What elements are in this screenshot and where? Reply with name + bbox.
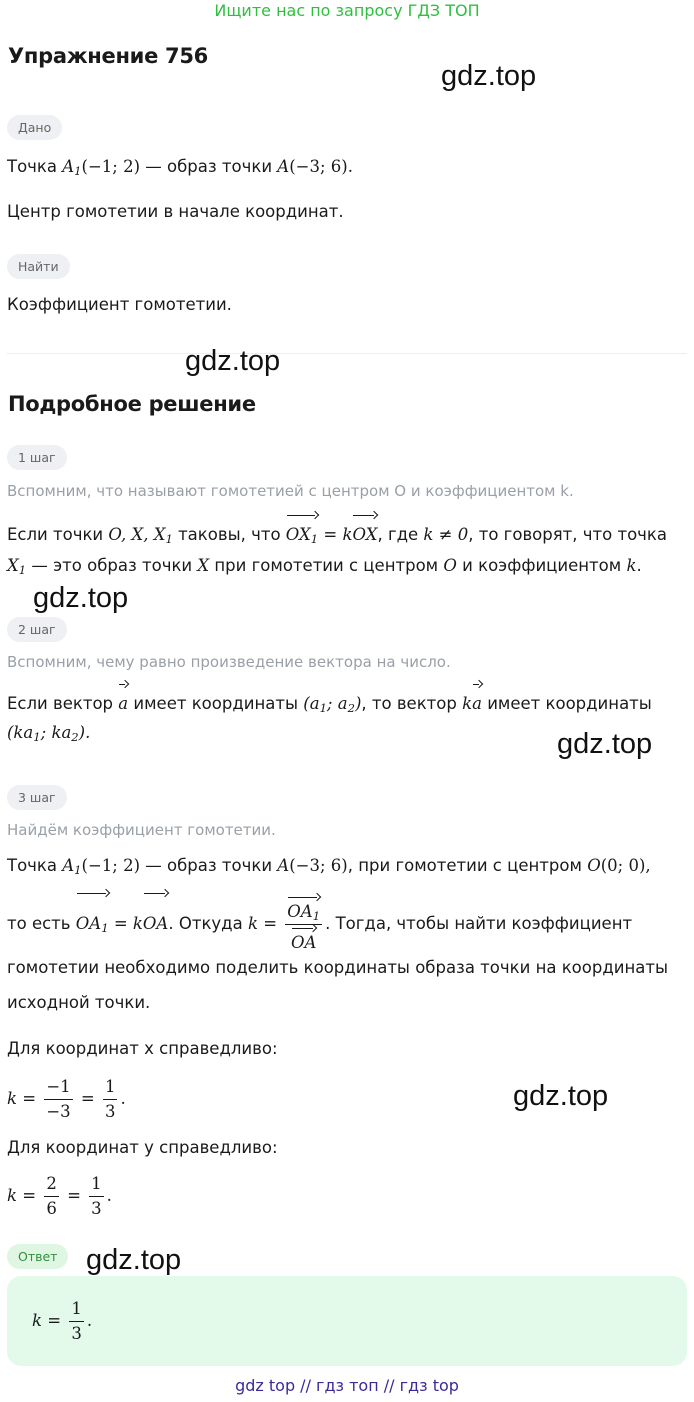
step2-hint: Вспомним, чему равно произведение вектора на число. [7,653,451,671]
step2-label: 2 шаг [7,617,67,642]
given-line-1 [7,150,353,184]
step1-line1-c: , где [377,525,419,544]
step1-hint: Вспомним, что называют гомотетией с центром O и коэффициентом k. [7,482,574,500]
math-vector-ox1: $OX_1$ [286,512,318,552]
step1-line1-a: Если точки [7,525,104,544]
math-coords-a1: (−1; 2) [81,856,141,875]
step3-badge [7,785,67,810]
step3-x-label: Для координат x справедливо: [7,1039,278,1058]
step3-line-2 [7,890,632,955]
watermark: gdz.top [86,1244,182,1276]
math-o: O [443,556,457,575]
math-fraction-2-6: $\frac{2}{6}$ [46,1174,57,1218]
solution-title: Подробное решение [8,392,256,416]
math-coords-a1a2: ($a_1$; $a_2$) [303,694,362,715]
step1-badge [7,445,67,470]
step1-line2-a: — это образ точки [31,556,193,575]
math-point-a1: $A_1$ [62,157,82,178]
step2-line1-a: Если вектор [7,694,114,713]
math-k: k [626,556,637,575]
math-vector-oa1: $OA_1$ [76,890,109,952]
step3-line2-b: . Откуда [168,914,243,933]
math-fraction-1-3: $\frac{1}{3}$ [91,1174,102,1218]
step3-line1-a: Точка [7,856,57,875]
step3-y-label: Для координат y справедливо: [7,1138,278,1157]
given-label: Дано [7,115,62,140]
step3-label: 3 шаг [7,785,67,810]
step1-line2-c: и коэффициентом [462,556,622,575]
math-x1: $X_1$ [7,556,27,577]
math-k-nonzero: k ≠ 0 [423,525,469,544]
step2-line-2 [7,716,90,750]
math-coords-o: (0; 0), [600,856,651,875]
math-point-a: A [277,157,290,176]
math-k-equals: k = [247,914,278,933]
math-x: X [197,556,210,575]
step1-line-2: $X_1$ — это образ точки X при гомотетии с центром O и коэффициентом k. [7,556,642,577]
math-point-a1: $A_1$ [62,856,82,877]
watermark: gdz.top [557,728,653,760]
find-text: Коэффициент гомотетии. [7,295,232,314]
find-label: Найти [7,254,70,279]
step1-line1-b: таковы, что [178,525,281,544]
math-center-o: O [587,856,601,875]
math-coords-a: (−3; 6). [289,157,353,176]
answer-badge [7,1244,68,1269]
math-fraction-oa1-oa: $\frac{OA_1}{OA}$ [285,894,322,955]
math-vector-ox: OX [352,512,377,552]
math-coords-a1: (−1; 2) [81,157,141,176]
given-line-2: Центр гомотетии в начале координат. [7,202,344,221]
watermark: gdz.top [441,60,537,92]
section-divider [7,353,687,354]
step1-label: 1 шаг [7,445,67,470]
math-fraction-1-3: $\frac{1}{3}$ [104,1077,116,1121]
step2-line-1 [7,681,652,721]
math-coords-a: (−3; 6) [289,856,348,875]
math-points: O, X, $X_1$ [108,525,173,546]
given-line1-mid: — образ точки [145,157,273,176]
math-vector-a-2: a [472,681,482,721]
step1-line2-b: при гомотетии с центром [214,556,439,575]
math-vector-a: a [118,681,128,721]
step1-line-1 [7,512,667,552]
step3-line-1 [7,849,651,883]
watermark: gdz.top [33,582,129,614]
step2-line1-d: имеет координаты [487,694,652,713]
step1-line1-d: , то говорят, что точка [468,525,667,544]
answer-label: Ответ [7,1244,68,1269]
math-equals-k: = k [108,914,143,933]
watermark: gdz.top [513,1080,609,1112]
page-title: Упражнение 756 [8,44,208,68]
step3-line2-c: . Тогда, чтобы найти коэффициент [325,914,633,933]
watermark: gdz.top [185,345,281,377]
top-banner[interactable]: Ищите нас по запросу ГДЗ ТОП [214,1,480,20]
given-badge [7,115,62,140]
find-badge [7,254,70,279]
step3-line1-c: , при гомотетии с центром [347,856,582,875]
math-coords-ka: ($ka_1$; $ka_2$). [7,723,91,744]
answer-formula: k = $\frac{1}{3}$ . [32,1296,92,1346]
given-line1-prefix: Точка [7,157,57,176]
math-vector-oa: OA [143,890,168,952]
step3-y-formula: k = $\frac{2}{6}$ = $\frac{1}{3}$ . [7,1171,112,1221]
answer-box [7,1276,687,1366]
footer-links[interactable]: gdz top // гдз топ // гдз top [235,1376,459,1395]
step3-line2-a: то есть [7,914,71,933]
step3-hint: Найдём коэффициент гомотетии. [7,821,276,839]
math-point-a: A [277,856,290,875]
step3-line1-b: — образ точки [145,856,273,875]
math-fraction-1-3: $\frac{1}{3}$ [71,1299,82,1343]
step3-line-3: гомотетии необходимо поделить координаты образа точки на координаты [7,958,669,977]
math-fraction-neg1-neg3: $\frac{-1}{-3}$ [46,1077,71,1121]
math-k-vector: k [462,694,473,713]
math-equals-k: = k [318,525,353,544]
step3-line-4: исходной точки. [7,993,151,1012]
step2-line1-b: имеет координаты [133,694,299,713]
step3-x-formula: k = $\frac{-1}{-3}$ = $\frac{1}{3}$ . [7,1074,126,1124]
step2-badge [7,617,67,642]
step2-line1-c: , то вектор [361,694,457,713]
